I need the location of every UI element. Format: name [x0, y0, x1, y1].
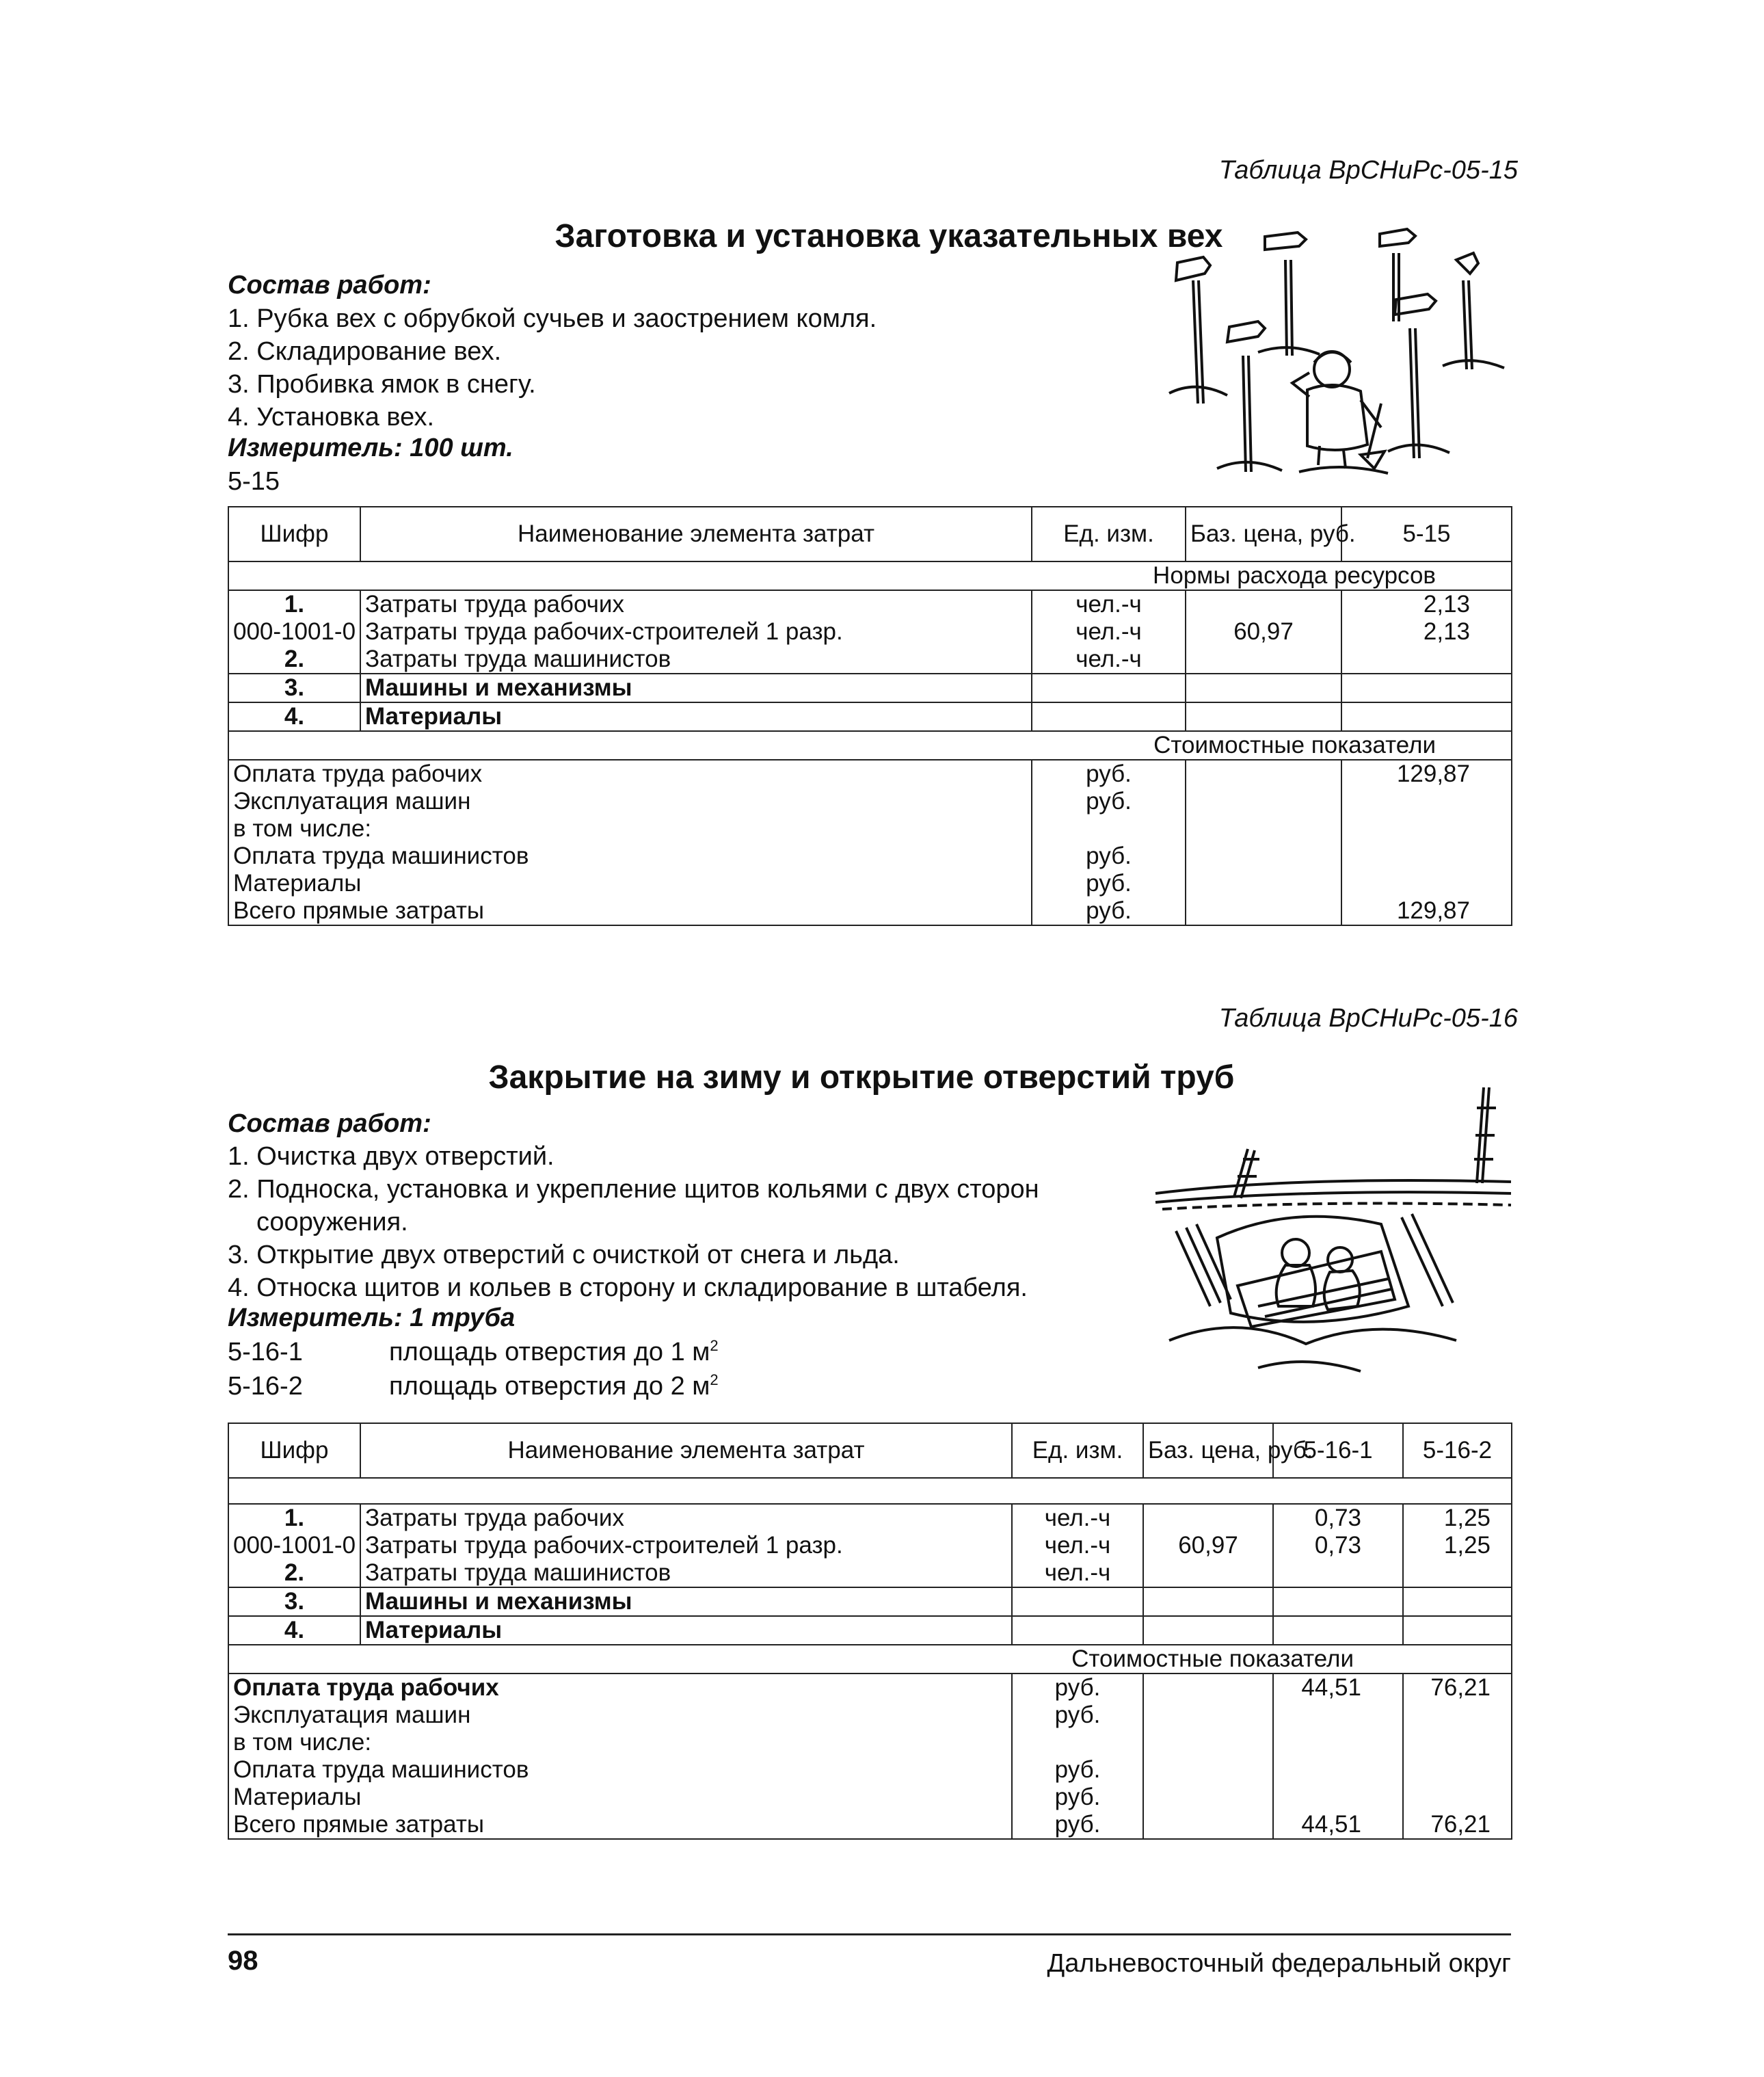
table-cell: чел.-ч: [1012, 1532, 1143, 1559]
table-cell: Оплата труда машинистов: [228, 843, 1032, 870]
work-steps-list: [228, 1140, 1166, 1304]
col-header-variant: 5-16-1: [1273, 1423, 1403, 1478]
work-steps-list: [228, 302, 877, 434]
table-row: [228, 618, 1512, 646]
table-cell: [1341, 870, 1512, 897]
work-step: 2. Подноска, установка и укрепление щитов кольями с двух сторон сооружения.: [228, 1175, 1039, 1236]
table-cell: 44,51: [1273, 1673, 1403, 1702]
table-cell: Затраты труда машинистов: [360, 1559, 1012, 1587]
table-row: [228, 646, 1512, 674]
work-step: 1. Рубка вех с обрубкой сучьев и заострением комля.: [228, 304, 877, 333]
cost-caption: Стоимостные показатели: [228, 1645, 1512, 1673]
cost-row: [228, 760, 1512, 788]
table-cell: [1012, 1616, 1143, 1645]
cost-row: [228, 843, 1512, 870]
table-cell: 76,21: [1403, 1673, 1512, 1702]
col-header-variant: 5-15: [1341, 507, 1512, 561]
table-cell: [1143, 1616, 1273, 1645]
col-header-price: Баз. цена, руб.: [1186, 507, 1341, 561]
table-cell: руб.: [1012, 1673, 1143, 1702]
table-cell: Оплата труда рабочих: [228, 1673, 1012, 1702]
table-cell: 2.: [228, 646, 360, 674]
table-cell: [1273, 1756, 1403, 1784]
col-header-price: Баз. цена, руб.: [1143, 1423, 1273, 1478]
col-header-name: Наименование элемента затрат: [360, 507, 1032, 561]
cost-row: [228, 1673, 1512, 1702]
table-cell: 129,87: [1341, 760, 1512, 788]
table-cell: [1143, 1756, 1273, 1784]
empty-caption-row: [228, 1478, 1512, 1504]
composition-label: Состав работ:: [228, 271, 431, 300]
table-cell: 3.: [228, 1587, 360, 1616]
table-cell: 4.: [228, 702, 360, 731]
table-row: [228, 674, 1512, 702]
table-cell: [1341, 788, 1512, 815]
variant-row: 5-16-2 площадь отверстия до 2 $м^2$: [228, 1371, 719, 1401]
table-row: [228, 590, 1512, 618]
table-cell: 60,97: [1186, 618, 1341, 646]
norms-caption: Нормы расхода ресурсов: [228, 561, 1512, 590]
table-cell: [1403, 1784, 1512, 1811]
footer-region: Дальневосточный федеральный округ: [1047, 1949, 1511, 1978]
measure-label: Измеритель: 1 труба: [228, 1304, 516, 1332]
table-cell: Всего прямые затраты: [228, 897, 1032, 925]
measure-label: Измеритель: 100 шт.: [228, 434, 513, 462]
table-cell: [1273, 1784, 1403, 1811]
section-title: Закрытие на зиму и открытие отверстий труб: [488, 1059, 1235, 1096]
table-cell: [1403, 1616, 1512, 1645]
variant-row: 5-16-1 площадь отверстия до 1 $м^2$: [228, 1337, 719, 1366]
col-header-unit: Ед. изм.: [1032, 507, 1186, 561]
table-cell: [1143, 1729, 1273, 1756]
code-line: 5-15: [228, 467, 280, 496]
table-cell: Машины и механизмы: [360, 1587, 1012, 1616]
table-cell: руб.: [1032, 788, 1186, 815]
table-cell: 60,97: [1143, 1532, 1273, 1559]
table-cell: [1143, 1559, 1273, 1587]
table-cell: [1032, 815, 1186, 843]
work-step: 4. Относка щитов и кольев в сторону и складирование в штабеля.: [228, 1273, 1028, 1302]
table-cell: руб.: [1012, 1784, 1143, 1811]
table-cell: 76,21: [1403, 1811, 1512, 1839]
cost-row: [228, 1811, 1512, 1839]
table-cell: чел.-ч: [1032, 590, 1186, 618]
work-step: 1. Очистка двух отверстий.: [228, 1142, 554, 1171]
table-cell: руб.: [1032, 870, 1186, 897]
table-cell: [1403, 1729, 1512, 1756]
table-cell: [1186, 646, 1341, 674]
cost-row: [228, 1756, 1512, 1784]
col-header-name: Наименование элемента затрат: [360, 1423, 1012, 1478]
table-cell: [1403, 1587, 1512, 1616]
table-cell: руб.: [1032, 897, 1186, 925]
table-cell: [1032, 702, 1186, 731]
table-cell: [1273, 1616, 1403, 1645]
section-title: Заготовка и установка указательных вех: [554, 218, 1223, 254]
table-cell: [1143, 1702, 1273, 1729]
table-row: [228, 702, 1512, 731]
table-cell: чел.-ч: [1032, 618, 1186, 646]
table-cell: [1273, 1729, 1403, 1756]
table-cell: 129,87: [1341, 897, 1512, 925]
table-cell: 2.: [228, 1559, 360, 1587]
norms-table: [228, 1423, 1512, 1840]
table-reference: Таблица ВрСНиРс-05-16: [1218, 1004, 1518, 1033]
table-cell: [1186, 815, 1341, 843]
table-cell: [1143, 1811, 1273, 1839]
table-cell: 3.: [228, 674, 360, 702]
culvert-work-illustration: [1155, 1081, 1511, 1395]
table-cell: Всего прямые затраты: [228, 1811, 1012, 1839]
table-cell: 1,25: [1403, 1504, 1512, 1532]
work-step: 3. Открытие двух отверстий с очисткой от снега и льда.: [228, 1241, 900, 1269]
table-cell: руб.: [1032, 760, 1186, 788]
table-cell: Материалы: [360, 702, 1032, 731]
table-cell: Оплата труда рабочих: [228, 760, 1032, 788]
table-cell: [1186, 590, 1341, 618]
table-cell: [1186, 760, 1341, 788]
table-cell: [1186, 788, 1341, 815]
table-row: [228, 1587, 1512, 1616]
cost-row: [228, 1702, 1512, 1729]
col-header-variant: 5-16-2: [1403, 1423, 1512, 1478]
cost-row: [228, 1784, 1512, 1811]
table-cell: в том числе:: [228, 815, 1032, 843]
table-cell: чел.-ч: [1012, 1559, 1143, 1587]
table-cell: Материалы: [360, 1616, 1012, 1645]
table-row: [228, 1616, 1512, 1645]
table-cell: Эксплуатация машин: [228, 788, 1032, 815]
table-cell: [1186, 870, 1341, 897]
table-cell: [1341, 646, 1512, 674]
table-reference: Таблица ВрСНиРс-05-15: [1218, 156, 1518, 185]
table-row: [228, 1559, 1512, 1587]
table-cell: 1,25: [1403, 1532, 1512, 1559]
table-cell: [1032, 674, 1186, 702]
cost-caption: Стоимостные показатели: [228, 731, 1512, 760]
table-cell: [1341, 815, 1512, 843]
table-cell: Затраты труда машинистов: [360, 646, 1032, 674]
table-cell: [1143, 1504, 1273, 1532]
norms-table: [228, 506, 1512, 926]
table-cell: 4.: [228, 1616, 360, 1645]
table-cell: [1273, 1702, 1403, 1729]
table-cell: 000-1001-0: [228, 1532, 360, 1559]
table-cell: 000-1001-0: [228, 618, 360, 646]
work-step: 2. Складирование вех.: [228, 337, 502, 366]
table-cell: Машины и механизмы: [360, 674, 1032, 702]
table-cell: руб.: [1032, 843, 1186, 870]
cost-row: [228, 815, 1512, 843]
table-cell: Затраты труда рабочих: [360, 1504, 1012, 1532]
table-cell: 1.: [228, 590, 360, 618]
table-row: [228, 1504, 1512, 1532]
table-cell: чел.-ч: [1012, 1504, 1143, 1532]
work-step: 4. Установка вех.: [228, 403, 435, 432]
table-cell: 0,73: [1273, 1504, 1403, 1532]
table-cell: [1012, 1587, 1143, 1616]
table-cell: [1186, 702, 1341, 731]
table-cell: [1341, 674, 1512, 702]
variants-list: [228, 1335, 719, 1403]
table-cell: Оплата труда машинистов: [228, 1756, 1012, 1784]
table-row: [228, 1532, 1512, 1559]
table-cell: руб.: [1012, 1702, 1143, 1729]
work-step: 3. Пробивка ямок в снегу.: [228, 370, 536, 399]
table-cell: руб.: [1012, 1756, 1143, 1784]
table-cell: 44,51: [1273, 1811, 1403, 1839]
marker-poles-illustration: [1162, 233, 1518, 486]
table-cell: Материалы: [228, 870, 1032, 897]
table-cell: [1012, 1729, 1143, 1756]
table-cell: [1186, 897, 1341, 925]
table-cell: Затраты труда рабочих: [360, 590, 1032, 618]
table-cell: Затраты труда рабочих-строителей 1 разр.: [360, 618, 1032, 646]
table-cell: Эксплуатация машин: [228, 1702, 1012, 1729]
table-cell: [1341, 843, 1512, 870]
table-cell: [1273, 1587, 1403, 1616]
table-cell: 0,73: [1273, 1532, 1403, 1559]
col-header-code: Шифр: [228, 1423, 360, 1478]
col-header-code: Шифр: [228, 507, 360, 561]
table-cell: [1403, 1559, 1512, 1587]
table-cell: 2,13: [1341, 618, 1512, 646]
table-cell: Затраты труда рабочих-строителей 1 разр.: [360, 1532, 1012, 1559]
page-number: 98: [228, 1946, 258, 1976]
footer-rule: [228, 1933, 1511, 1935]
table-cell: [1186, 843, 1341, 870]
cost-row: [228, 788, 1512, 815]
table-cell: [1143, 1784, 1273, 1811]
table-cell: 1.: [228, 1504, 360, 1532]
table-cell: [1341, 702, 1512, 731]
table-cell: чел.-ч: [1032, 646, 1186, 674]
table-cell: [1403, 1702, 1512, 1729]
table-cell: руб.: [1012, 1811, 1143, 1839]
table-cell: в том числе:: [228, 1729, 1012, 1756]
table-cell: [1143, 1673, 1273, 1702]
cost-row: [228, 897, 1512, 925]
table-cell: 2,13: [1341, 590, 1512, 618]
table-cell: [1403, 1756, 1512, 1784]
table-cell: Материалы: [228, 1784, 1012, 1811]
col-header-unit: Ед. изм.: [1012, 1423, 1143, 1478]
table-cell: [1143, 1587, 1273, 1616]
table-cell: [1186, 674, 1341, 702]
cost-row: [228, 870, 1512, 897]
composition-label: Состав работ:: [228, 1109, 431, 1138]
cost-row: [228, 1729, 1512, 1756]
table-cell: [1273, 1559, 1403, 1587]
